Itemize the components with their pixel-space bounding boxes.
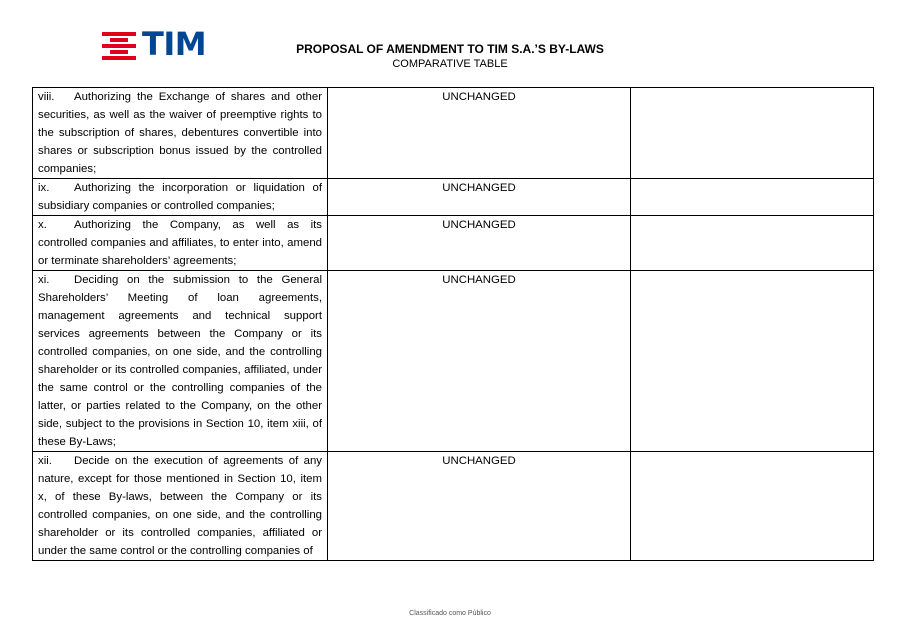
item-text: Decide on the execution of agreements of any nature, except for those mentioned in Section 10, item x, of these By-laws, between the Company or its controlled companies, on one side, and the controlling shareholder or its controlled companies, affiliated or under the same control or the controlling companies of [38, 455, 322, 557]
status-cell: UNCHANGED [328, 216, 631, 271]
item-text: Deciding on the submission to the General Shareholders’ Meeting of loan agreements, management agreements and technical support services agreements between the Company or its controlled companies, on one side, and the controlling shareholder or its controlled companies, affiliated, under the same control or the controlling companies of the latter, or parties related to the Company, on the other side, subject to the provisions in Section 10, item xiii, of these By-Laws; [38, 274, 322, 448]
note-cell [631, 179, 874, 216]
document-header [0, 42, 900, 71]
table-row [33, 88, 874, 179]
document-title: PROPOSAL OF AMENDMENT TO TIM S.A.’S BY-LAWS [296, 42, 604, 56]
note-cell [631, 88, 874, 179]
table-row [33, 216, 874, 271]
item-text: Authorizing the incorporation or liquidation of subsidiary companies or controlled companies; [38, 182, 322, 212]
table-row [33, 179, 874, 216]
item-number: x. [38, 219, 47, 231]
original-text-cell [33, 88, 328, 179]
status-cell: UNCHANGED [328, 271, 631, 452]
original-text-cell [33, 452, 328, 561]
status-cell: UNCHANGED [328, 452, 631, 561]
original-text-cell [33, 271, 328, 452]
classification-footer: Classificado como Público [409, 610, 491, 617]
item-text: Authorizing the Exchange of shares and other securities, as well as the waiver of preemptive rights to the subscription of shares, debentures convertible into shares or subscription bonus issued by the controlled companies; [38, 91, 322, 175]
note-cell [631, 271, 874, 452]
item-number: xii. [38, 455, 52, 467]
table-row [33, 271, 874, 452]
table-row [33, 452, 874, 561]
item-number: xi. [38, 274, 50, 286]
tim-logo-wordmark: TIM [142, 25, 207, 63]
original-text-cell [33, 216, 328, 271]
document-subtitle: COMPARATIVE TABLE [392, 58, 508, 70]
note-cell [631, 216, 874, 271]
original-text-cell [33, 179, 328, 216]
item-number: viii. [38, 91, 55, 103]
status-cell: UNCHANGED [328, 179, 631, 216]
item-number: ix. [38, 182, 50, 194]
status-cell: UNCHANGED [328, 88, 631, 179]
comparative-table [32, 87, 874, 561]
note-cell [631, 452, 874, 561]
item-text: Authorizing the Company, as well as its controlled companies and affiliates, to enter into, amend or terminate shareholders’ agreements; [38, 219, 322, 267]
